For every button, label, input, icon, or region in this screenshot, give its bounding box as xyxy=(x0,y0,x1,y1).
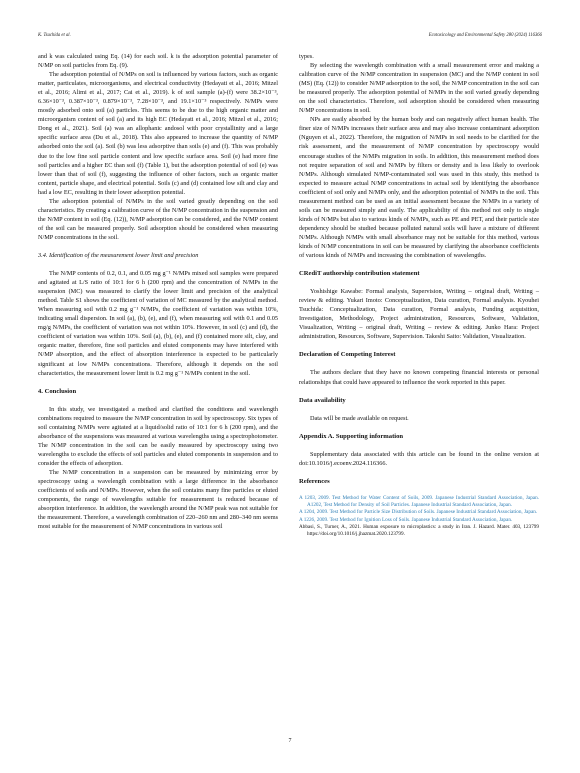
paragraph: Supplementary data associated with this article can be found in the online version at doi:10.1016/j.ecoenv.2024.116366. xyxy=(299,450,539,467)
paragraph: NPs are easily absorbed by the human body and can negatively affect human health. The finer size of N/MPs increases their surface area and may also increase contaminant adsorption (Nguyen et al., 2022). Therefore, the migration of N/MPs in soil needs to be clarified for the risk assessment, and the measurement of N/MP concentration by spectroscopy would encourage studies of the N/MPs migration in soils. In addition, this measurement method does not require separation of soil and N/MPs by filters or density and is less likely to overlook N/MPs. Although simulated N/MP-contaminated soil was used in this study, this method is expected to measure actual N/MP concentrations in actual soil by identifying the absorbance coefficient of soil only and N/MPs only, and the adsorption potential of N/MPs in the soil. This measurement method can be used as an initial assessment because the N/MPs in a variety of soils can be measured simply and easily. The applicability of this method not only to single kinds of N/MPs but also to various kinds of N/MPs, such as PE and PET, and their particle size dependency should be studied because polluted natural soils will have a mixture of different N/MPs. Although N/MPs with small absorbance may not be suitable for this method, various kinds of N/MP concentrations in soil can be measured by clarifying the absorbance coefficients of various kinds of N/MPs and increasing the combination of wavelengths. xyxy=(299,116,539,260)
paragraph: and k was calculated using Eq. (14) for each soil. k is the adsorption potential parameter of N/MP on soil particles from Eq. (9). xyxy=(38,53,278,70)
reference-list xyxy=(299,495,539,539)
left-column xyxy=(38,52,278,531)
section-heading: 4. Conclusion xyxy=(38,387,77,395)
credit-statement: Yoshishige Kawabe: Formal analysis, Supervision, Writing – original draft, Writing – review & editing. Yukari Imoto: Conceptualization, Data curation, Formal analysis. Kyouhei Tsuchida: Conceptualization, Data curation, Formal analysis, Funding acquisition, Investigation, Methodology, Project administration, Resources, Software, Validation, Visualization, Writing – original draft, Writing – review & editing. Junko Hara: Project administration, Resources, Software, Supervision. Takeshi Saito: Validation, Visualization. xyxy=(299,288,539,341)
paragraph: The adsorption potential of N/MPs on soil is influenced by various factors, such as organic matter, particulates, microorganisms, and electrical conductivity (Hedayati et al., 2016; Mitzel et al., 2016; Alimi et al., 2017; Cai et al., 2019). k of soil sample (a)-(f) were 38.2×10⁻³, 6.36×10⁻³, 0.387×10⁻³, 0.879×10⁻³, 7.28×10⁻³, and 19.1×10⁻³ respectively. N/MPs were mostly adsorbed onto soil (a) particles. This seems to be due to the high organic matter and microorganism content of soil (a) and its high EC (Hedayati et al., 2016; Mitzel et al., 2016; Dong et al., 2021). Soil (a) was an allophanic andosol with poor crystallinity and a large specific surface area (Du et al., 2018). This also appeared to increase the quantity of N/MP adsorbed onto the soil (a). Soil (b) was less adsorptive than soils (e) and (f). This was probably due to the low fine soil particle content and low specific surface area. Soil (e) had more fine soil particles and a higher EC than soil (f) (Table 1), but the adsorption potential of soil (e) was lower than that of soil (f), suggesting the influence of other factors, such as organic matter content, particle shape, and electrical potential. Soils (c) and (d) contained low silt and clay and had a low EC, resulting in their lower adsorption potential. xyxy=(38,71,278,196)
paragraph: The adsorption potential of N/MPs in the soil varied greatly depending on the soil characteristics. By creating a calibration curve of the N/MP concentration in the suspension and the N/MP content in soil (Eq. (12)), N/MP adsorption can be considered, and the N/MP content of the soil can be measured properly. Soil adsorption should be considered when measuring N/MP concentrations in the soil. xyxy=(38,197,278,241)
reference-item[interactable]: Abbasi, S., Turner, A., 2021. Human exposure to microplastics: a study in Iran. J. Hazard. Mater. 403, 123799 https://doi.org/10.1016/j.jhazmat.2020.123799. xyxy=(299,524,539,538)
reference-item[interactable]: A 1203, 2009. Test Method for Water Content of Soils, 2009. Japanese Industrial Standard Association, Japan. A1202, Test Method for Density of Soil Particles. Japanese Industrial Standard Association, Japan. xyxy=(299,494,539,509)
paragraph: The N/MP concentration in a suspension can be measured by minimizing error by spectroscopy using a wavelength combination with a large difference in the absorbance coefficients of soils and N/MPs. However, when the soil contains many fine particles or eluted components, the range of wavelengths suitable for measurement is reduced because of absorption interference. In addition, the wavelength around the N/MP peak was not suitable for the measurement. Therefore, a wavelength combination of 220–260 nm and 280–340 nm seems most suitable for the measurement of N/MP concentrations in various soil xyxy=(38,468,278,531)
running-header-authors: K. Tsuchida et al. xyxy=(38,33,71,38)
reference-item[interactable]: A 1226, 2009. Test Method for Ignition Loss of Soils. Japanese Industrial Standard Association, Japan. xyxy=(299,516,513,523)
paragraph: Data will be made available on request. xyxy=(310,414,409,422)
section-heading: Declaration of Competing Interest xyxy=(299,351,396,359)
section-heading: Appendix A. Supporting information xyxy=(299,432,404,440)
reference-item[interactable]: A 1204, 2009. Test Method for Particle Size Distribution of Soils. Japanese Industrial Standard Association, Japan. xyxy=(299,509,538,516)
page-number: 7 xyxy=(288,738,292,744)
section-heading: References xyxy=(299,477,330,485)
section-heading: CRediT authorship contribution statement xyxy=(299,270,420,278)
subsection-heading: 3.4. Identification of the measurement lower limit and precision xyxy=(38,251,199,259)
running-header-journal: Ecotoxicology and Environmental Safety 280 (2024) 116366 xyxy=(428,33,542,38)
right-column xyxy=(299,52,539,539)
paragraph: The authors declare that they have no known competing financial interests or personal relationships that could have appeared to influence the work reported in this paper. xyxy=(299,369,539,386)
section-heading: Data availability xyxy=(299,396,346,404)
paragraph: By selecting the wavelength combination with a small measurement error and making a calibration curve of the N/MP concentration in suspension (MC) and the N/MP content in soil (MS) (Eq. (12)) to consider N/MP adsorption to the soil, the N/MP concentration in the soil can be measured properly. The adsorption potential of N/MPs in the soil varied greatly depending on the soil characteristics. Therefore, soil adsorption should be considered when measuring N/MP concentrations in soil. xyxy=(299,62,539,115)
paragraph: types. xyxy=(299,53,314,60)
paragraph: The N/MP contents of 0.2, 0.1, and 0.05 mg g⁻¹ N/MPs mixed soil samples were prepared and agitated at L/S ratio of 10:1 for 6 h (200 rpm) and the concentration of N/MPs in the suspension (MC) was measured to clarify the lower limit and precision of the analytical method. Table S1 shows the coefficient of variation of MC measured by the analytical method. When measuring soil with 0.2 mg g⁻¹ N/MPs, the coefficient of variation was within 10%, indicating small dispersion. In soil (a), (b), (e), and (f), when measuring soil with 0.1 and 0.05 mg/g N/MPs, the coefficient of variation was not within 10%. However, in soil (c) and (d), the coefficient of variation was within 10%. Soil (a), (b), (e), and (f) contained more silt, clay, and organic matter, therefore, fine soil particles and eluted components may have interfered with N/MP absorption, and the effect of absorption interference is expected to be particularly significant at low N/MPs concentrations. Therefore, although it depends on the soil characteristics, the measurement lower limit is 0.2 mg g⁻¹ N/MPs content in the soil. xyxy=(38,270,278,377)
paragraph: In this study, we investigated a method and clarified the conditions and wavelength combinations required to measure the N/MP concentration in soil by spectroscopy. Six types of soil containing N/MPs were agitated at a liquid/solid ratio of 10:1 for 6 h (200 rpm), and the absorbance of the suspensions was measured at various wavelengths using a spectrophotometer. The N/MP concentration in the soil can be easily measured by spectroscopy using two wavelengths to exclude the effects of soil particles and eluted components in suspension and to consider the effects of adsorption. xyxy=(38,405,278,467)
